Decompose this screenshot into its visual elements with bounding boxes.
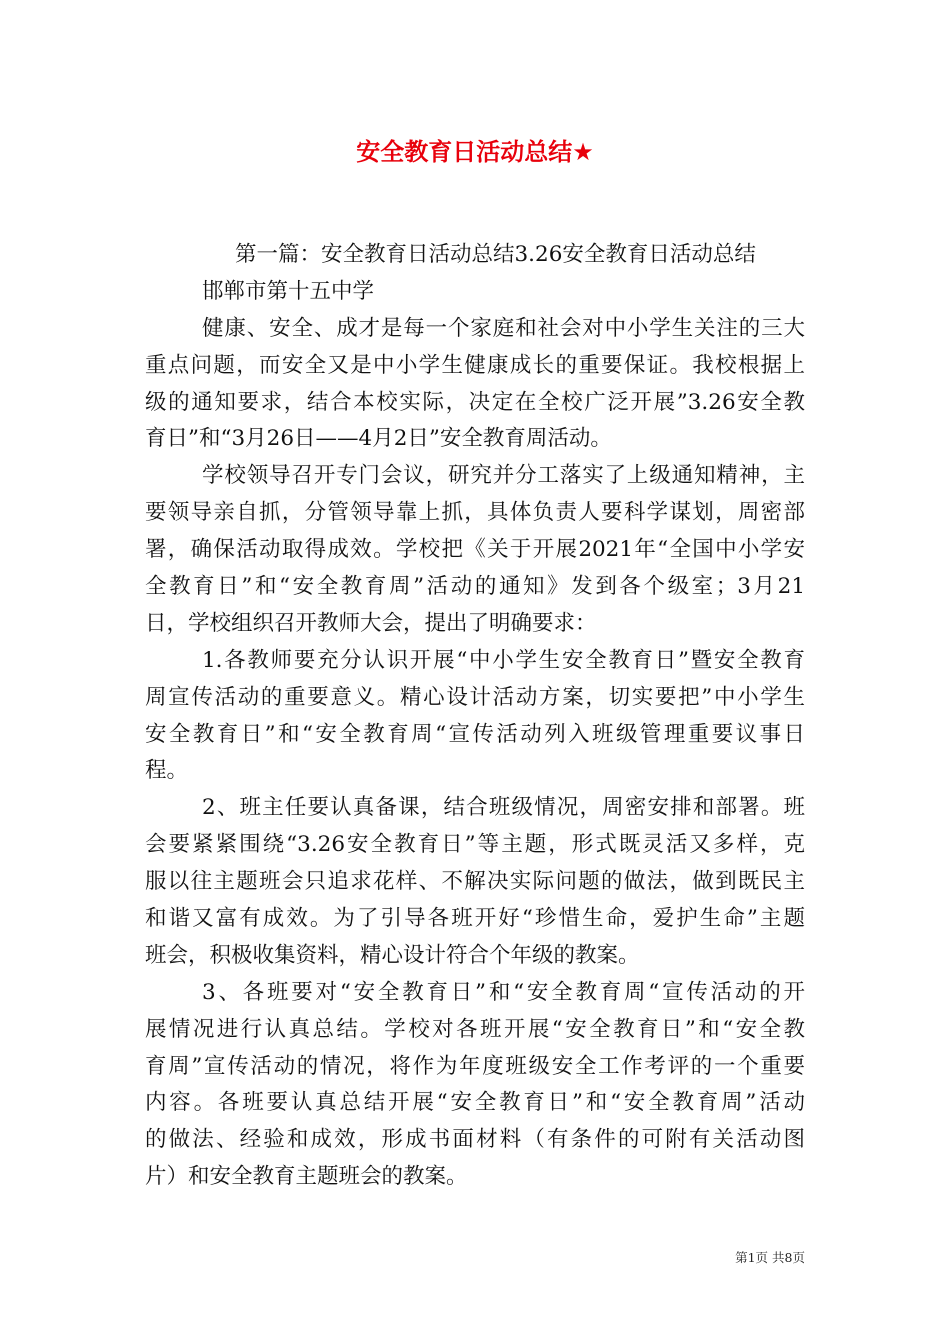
paragraph — [145, 790, 805, 974]
text-line: 健康、安全、成才是每一个家庭和社会对中小学生关注的三大 — [202, 315, 805, 341]
text-line: 班会，积极收集资料，精心设计符合个年级的教案。 — [145, 942, 640, 968]
text-line: 重点问题，而安全又是中小学生健康成长的重要保证。我校根据上 — [145, 352, 805, 378]
text-line: 服以往主题班会只追求花样、不解决实际问题的做法，做到既民主 — [145, 869, 805, 895]
text-line: 片）和安全教育主题班会的教案。 — [145, 1164, 468, 1190]
text-line: 邯郸市第十五中学 — [202, 278, 375, 304]
text-line: 级的通知要求，结合本校实际，决定在全校广泛开展”3.26安全教 — [145, 389, 805, 415]
text-line: 安全教育日”和“安全教育周“宣传活动列入班级管理重要议事日 — [145, 721, 805, 747]
text-line: 程。 — [145, 758, 189, 784]
text-line: 日，学校组织召开教师大会，提出了明确要求： — [145, 610, 597, 636]
paragraph — [145, 975, 805, 1196]
paragraph — [145, 237, 805, 274]
document-title: 安全教育日活动总结★ — [356, 138, 594, 166]
text-line: 育周”宣传活动的情况，将作为年度班级安全工作考评的一个重要 — [145, 1053, 805, 1079]
text-line: 和谐又富有成效。为了引导各班开好“珍惜生命，爱护生命”主题 — [145, 906, 805, 932]
text-line: 会要紧紧围绕“3.26安全教育日”等主题，形式既灵活又多样，克 — [145, 832, 805, 858]
paragraph — [145, 311, 805, 459]
paragraph — [145, 458, 805, 642]
text-line: 的做法、经验和成效，形成书面材料（有条件的可附有关活动图 — [145, 1127, 805, 1153]
text-line: 第一篇：安全教育日活动总结3.26安全教育日活动总结 — [235, 242, 756, 267]
text-line: 育日”和“3月26日——4月2日”安全教育周活动。 — [145, 426, 612, 452]
paragraph — [145, 643, 805, 791]
text-line: 要领导亲自抓，分管领导靠上抓，具体负责人要科学谋划，周密部 — [145, 500, 805, 526]
text-line: 2、班主任要认真备课，结合班级情况，周密安排和部署。班 — [202, 795, 805, 821]
text-line: 周宣传活动的重要意义。精心设计活动方案，切实要把”中小学生 — [145, 684, 805, 710]
paragraph — [145, 274, 805, 311]
page-number: 第1页 共8页 — [735, 1250, 805, 1265]
text-line: 署，确保活动取得成效。学校把《关于开展2021年“全国中小学安 — [145, 537, 805, 563]
text-line: 1.各教师要充分认识开展“中小学生安全教育日”暨安全教育 — [202, 647, 805, 673]
text-line: 展情况进行认真总结。学校对各班开展“安全教育日”和“安全教 — [145, 1016, 805, 1042]
document-body — [145, 237, 805, 1196]
text-line: 学校领导召开专门会议，研究并分工落实了上级通知精神，主 — [202, 463, 805, 489]
text-line: 全教育日”和“安全教育周”活动的通知》发到各个级室；3月21 — [145, 574, 805, 600]
text-line: 3、各班要对“安全教育日”和“安全教育周“宣传活动的开 — [202, 979, 805, 1005]
text-line: 内容。各班要认真总结开展“安全教育日”和“安全教育周”活动 — [145, 1090, 805, 1116]
